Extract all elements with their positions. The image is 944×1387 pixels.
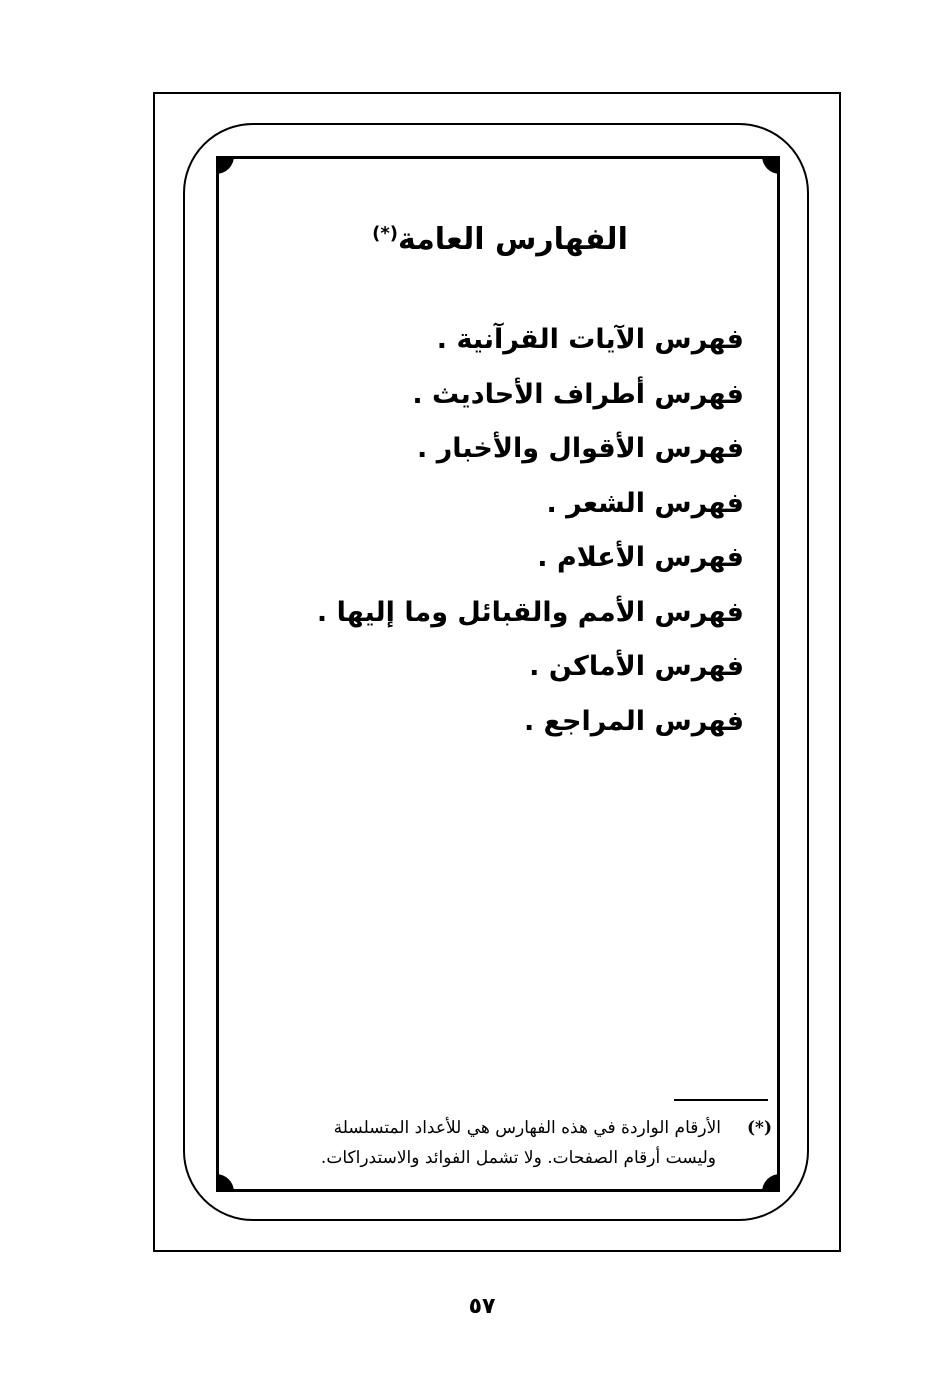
page-title-text: الفهارس العامة (398, 222, 628, 257)
inner-top-rule (216, 156, 780, 159)
index-item: فهرس أطراف الأحاديث . (412, 378, 744, 410)
footnote-separator (674, 1099, 768, 1101)
footnote-line-2: وليست أرقام الصفحات. ولا تشمل الفوائد والاستدراكات. (320, 1148, 716, 1168)
title-footnote-marker: (*) (372, 223, 399, 244)
index-list (316, 318, 744, 754)
footnote-line-1: الأرقام الواردة في هذه الفهارس هي للأعداد المتسلسلة (333, 1118, 722, 1138)
footnote-marker: (*) (747, 1118, 772, 1138)
index-item: فهرس المراجع . (523, 705, 744, 737)
page-title (300, 222, 700, 257)
footnote (212, 1113, 772, 1173)
index-item: فهرس الأماكن . (529, 651, 744, 682)
inner-bottom-rule (216, 1189, 780, 1192)
index-item: فهرس الأقوال والأخبار . (417, 433, 744, 464)
index-item: فهرس الآيات القرآنية . (436, 324, 744, 355)
index-item: فهرس الشعر . (546, 487, 744, 519)
page-number: ٥٧ (468, 1294, 496, 1319)
index-item: فهرس الأمم والقبائل وما إليها . (316, 596, 744, 628)
index-item: فهرس الأعلام . (537, 542, 744, 573)
